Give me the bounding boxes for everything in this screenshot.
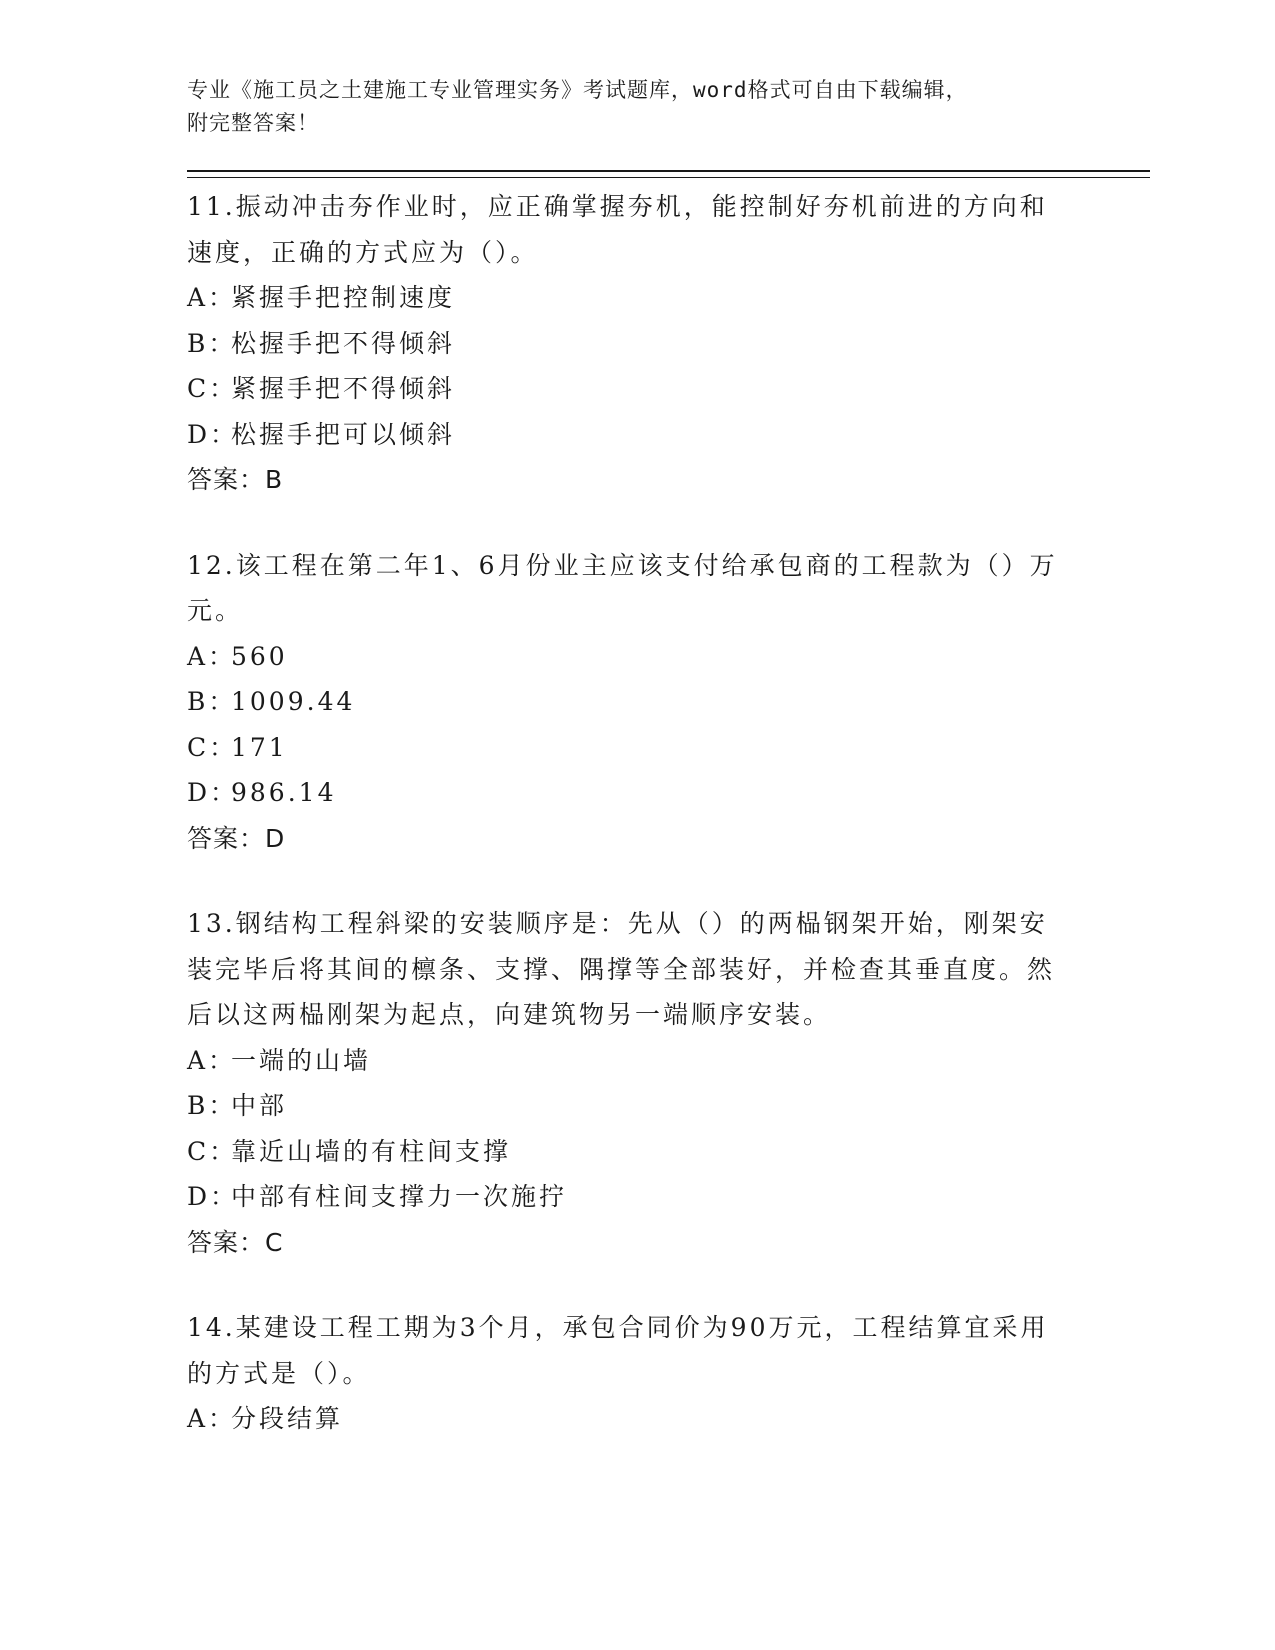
option-letter: A： (187, 641, 237, 671)
option-letter: B： (187, 328, 237, 358)
option-b (187, 1083, 1157, 1129)
header-line-2: 附完整答案！ (187, 111, 319, 135)
option-letter: C： (187, 374, 238, 403)
question-12 (187, 543, 1157, 862)
option-c (187, 366, 1157, 412)
option-letter: C： (187, 1136, 238, 1166)
option-letter: A： (187, 1045, 237, 1075)
option-text: 松握手把可以倾斜 (231, 419, 456, 449)
question-stem: 11.振动冲击夯作业时，应正确掌握夯机，能控制好夯机前进的方向和速度，正确的方式应为（）。 (187, 192, 1048, 267)
option-text: 560 (231, 641, 288, 671)
option-a (187, 634, 1157, 680)
question-13 (187, 901, 1157, 1265)
option-letter: A： (187, 283, 237, 312)
option-d (187, 412, 1157, 458)
question-14 (187, 1305, 1157, 1442)
document-page (187, 74, 1157, 1442)
option-text: 一端的山墙 (231, 1045, 372, 1075)
option-a (187, 1038, 1157, 1084)
answer: 答案：C (187, 1227, 284, 1257)
option-text: 分段结算 (231, 1404, 344, 1433)
option-c (187, 1129, 1157, 1175)
question-stem: 12.该工程在第二年1、6月份业主应该支付给承包商的工程款为（）万元。 (187, 550, 1058, 625)
option-d (187, 770, 1157, 816)
question-11 (187, 184, 1157, 503)
option-letter: A： (187, 1404, 237, 1433)
answer: 答案：B (187, 465, 284, 494)
option-letter: D： (187, 778, 239, 807)
option-b (187, 321, 1157, 367)
option-text: 中部有柱间支撑力一次施拧 (231, 1182, 568, 1211)
option-text: 中部 (231, 1091, 288, 1120)
option-text: 986.14 (231, 778, 337, 807)
option-letter: C： (187, 732, 238, 762)
header-line-1: 专业《施工员之土建施工专业管理实务》考试题库，word格式可自由下载编辑， (187, 78, 968, 102)
question-stem: 14.某建设工程工期为3个月，承包合同价为90万元，工程结算宜采用的方式是（）。 (187, 1313, 1049, 1388)
option-letter: D： (187, 419, 239, 449)
answer: 答案：D (187, 823, 286, 853)
option-letter: B： (187, 687, 237, 716)
question-stem: 13.钢结构工程斜梁的安装顺序是：先从（）的两榀钢架开始，刚架安装完毕后将其间的檩条、支撑、隅撑等全部装好，并检查其垂直度。然后以这两榀刚架为起点，向建筑物另一端顺序安装。 (187, 909, 1056, 1029)
option-text: 171 (231, 732, 288, 762)
option-text: 1009.44 (231, 687, 356, 716)
option-text: 紧握手把不得倾斜 (231, 374, 456, 403)
option-text: 紧握手把控制速度 (231, 283, 456, 312)
option-a (187, 1396, 1157, 1442)
option-text: 松握手把不得倾斜 (231, 328, 456, 358)
option-d (187, 1174, 1157, 1220)
option-a (187, 275, 1157, 321)
header-divider (187, 170, 1150, 178)
option-b (187, 679, 1157, 725)
option-text: 靠近山墙的有柱间支撑 (231, 1136, 512, 1166)
option-c (187, 725, 1157, 771)
option-letter: D： (187, 1182, 239, 1211)
option-letter: B： (187, 1091, 237, 1120)
